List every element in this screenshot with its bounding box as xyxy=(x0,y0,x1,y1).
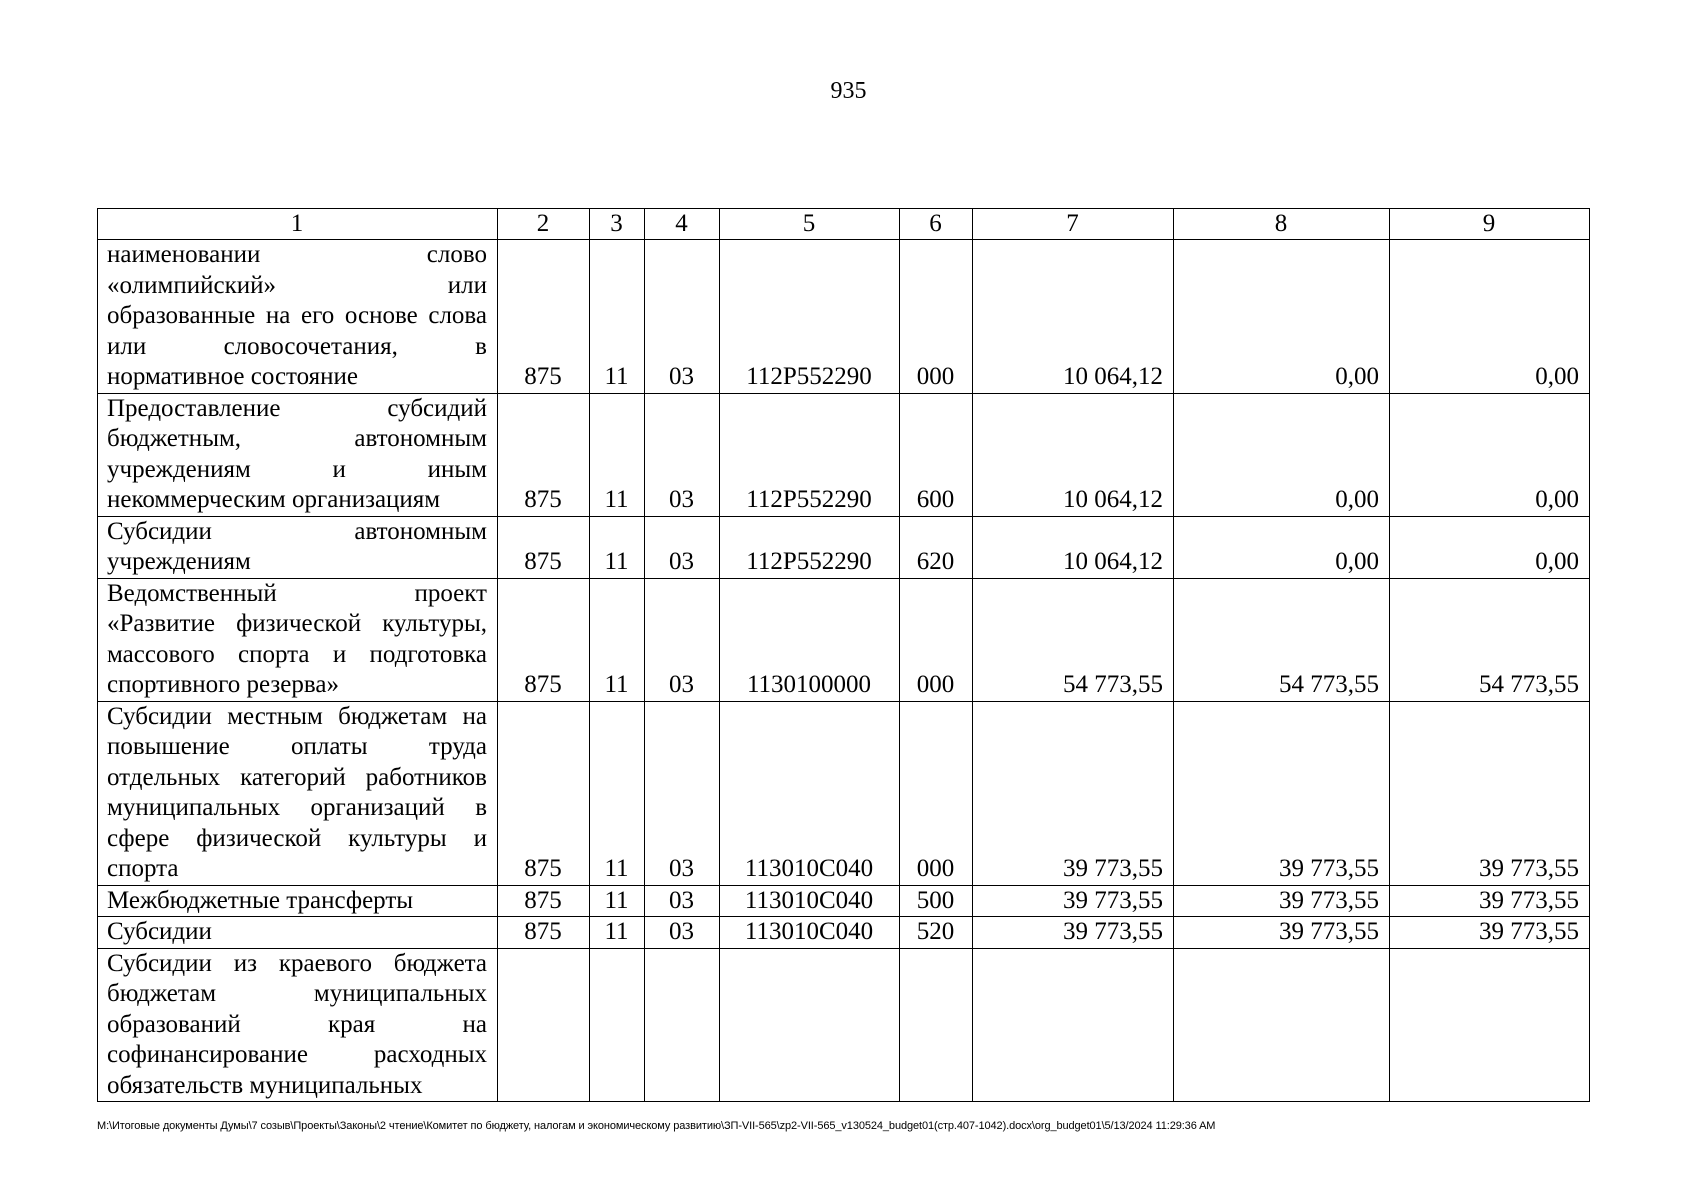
cell-col-4: 03 xyxy=(645,578,720,701)
cell-col-5: 113010C040 xyxy=(720,885,900,917)
description-line: Предоставление субсидий xyxy=(107,394,487,422)
description-line: или словосочетания, в xyxy=(107,332,487,360)
description-line: учреждениям xyxy=(107,548,251,575)
description-line: Субсидии xyxy=(107,918,212,945)
cell-col-6: 600 xyxy=(900,393,973,516)
description-line: Ведомственный проект xyxy=(107,579,487,607)
cell-col-3: 11 xyxy=(590,393,645,516)
cell-col-2: 875 xyxy=(498,516,590,578)
cell-col-9: 54 773,55 xyxy=(1390,578,1590,701)
description-cell xyxy=(98,917,498,949)
cell-col-6: 000 xyxy=(900,240,973,394)
cell-col-3: 11 xyxy=(590,917,645,949)
cell-col-7: 39 773,55 xyxy=(973,701,1174,885)
description-line: образований края на xyxy=(107,1010,487,1038)
column-header: 5 xyxy=(720,209,900,240)
table-row xyxy=(98,885,1590,917)
description-line: учреждениям и иным xyxy=(107,455,487,483)
cell-col-6: 520 xyxy=(900,917,973,949)
empty-cell xyxy=(645,948,720,1102)
table-header-row xyxy=(98,209,1590,240)
cell-col-2: 875 xyxy=(498,240,590,394)
description-cell xyxy=(98,885,498,917)
table-row xyxy=(98,516,1590,578)
table-row xyxy=(98,578,1590,701)
cell-col-5: 1130100000 xyxy=(720,578,900,701)
cell-col-2: 875 xyxy=(498,393,590,516)
column-header: 1 xyxy=(98,209,498,240)
column-header: 9 xyxy=(1390,209,1590,240)
cell-col-2: 875 xyxy=(498,885,590,917)
cell-col-6: 620 xyxy=(900,516,973,578)
cell-col-5: 113010C040 xyxy=(720,701,900,885)
cell-col-2: 875 xyxy=(498,578,590,701)
cell-col-7: 54 773,55 xyxy=(973,578,1174,701)
cell-col-9: 0,00 xyxy=(1390,393,1590,516)
cell-col-6: 500 xyxy=(900,885,973,917)
cell-col-7: 10 064,12 xyxy=(973,393,1174,516)
cell-col-9: 0,00 xyxy=(1390,240,1590,394)
description-line: «олимпийский» или xyxy=(107,271,487,299)
column-header: 8 xyxy=(1174,209,1390,240)
cell-col-4: 03 xyxy=(645,885,720,917)
cell-col-2: 875 xyxy=(498,701,590,885)
cell-col-9: 39 773,55 xyxy=(1390,885,1590,917)
cell-col-8: 39 773,55 xyxy=(1174,701,1390,885)
description-cell xyxy=(98,948,498,1102)
table-row xyxy=(98,917,1590,949)
table-row xyxy=(98,393,1590,516)
cell-col-5: 112P552290 xyxy=(720,516,900,578)
cell-col-9: 0,00 xyxy=(1390,516,1590,578)
cell-col-3: 11 xyxy=(590,578,645,701)
cell-col-8: 39 773,55 xyxy=(1174,917,1390,949)
column-header: 3 xyxy=(590,209,645,240)
cell-col-3: 11 xyxy=(590,516,645,578)
description-line: Субсидии автономным xyxy=(107,517,487,545)
description-line: Межбюджетные трансферты xyxy=(107,886,414,914)
empty-cell xyxy=(1390,948,1590,1102)
description-cell xyxy=(98,578,498,701)
empty-cell xyxy=(498,948,590,1102)
column-header: 7 xyxy=(973,209,1174,240)
description-line: повышение оплаты труда xyxy=(107,733,487,760)
description-line: Субсидии из краевого бюджета xyxy=(107,949,487,977)
description-line: некоммерческим организациям xyxy=(107,486,441,513)
cell-col-7: 10 064,12 xyxy=(973,240,1174,394)
page-number: 935 xyxy=(830,78,867,104)
table-row xyxy=(98,240,1590,394)
cell-col-7: 39 773,55 xyxy=(973,917,1174,949)
table-row xyxy=(98,948,1590,1102)
description-line: муниципальных организаций в xyxy=(107,794,487,821)
description-line: сфере физической культуры и xyxy=(107,824,487,852)
cell-col-9: 39 773,55 xyxy=(1390,701,1590,885)
cell-col-3: 11 xyxy=(590,885,645,917)
description-line: спортивного резерва» xyxy=(107,671,339,698)
cell-col-4: 03 xyxy=(645,917,720,949)
description-line: обязательств муниципальных xyxy=(107,1071,423,1099)
empty-cell xyxy=(973,948,1174,1102)
description-line: бюджетам муниципальных xyxy=(107,980,487,1007)
cell-col-5: 112P552290 xyxy=(720,240,900,394)
cell-col-8: 39 773,55 xyxy=(1174,885,1390,917)
description-line: отдельных категорий работников xyxy=(107,763,487,791)
description-line: наименовании слово xyxy=(107,241,487,268)
cell-col-8: 54 773,55 xyxy=(1174,578,1390,701)
cell-col-5: 112P552290 xyxy=(720,393,900,516)
column-header: 6 xyxy=(900,209,973,240)
cell-col-6: 000 xyxy=(900,578,973,701)
description-line: массового спорта и подготовка xyxy=(107,640,487,668)
description-line: спорта xyxy=(107,855,179,882)
cell-col-3: 11 xyxy=(590,701,645,885)
cell-col-9: 39 773,55 xyxy=(1390,917,1590,949)
description-line: образованные на его основе слова xyxy=(107,302,487,329)
cell-col-8: 0,00 xyxy=(1174,393,1390,516)
cell-col-2: 875 xyxy=(498,917,590,949)
description-line: «Развитие физической культуры, xyxy=(107,610,487,637)
description-cell xyxy=(98,701,498,885)
cell-col-4: 03 xyxy=(645,516,720,578)
cell-col-8: 0,00 xyxy=(1174,516,1390,578)
column-header: 2 xyxy=(498,209,590,240)
cell-col-4: 03 xyxy=(645,240,720,394)
description-line: нормативное состояние xyxy=(107,363,359,390)
cell-col-8: 0,00 xyxy=(1174,240,1390,394)
description-line: бюджетным, автономным xyxy=(107,425,487,452)
cell-col-6: 000 xyxy=(900,701,973,885)
empty-cell xyxy=(590,948,645,1102)
cell-col-7: 10 064,12 xyxy=(973,516,1174,578)
description-cell xyxy=(98,516,498,578)
empty-cell xyxy=(1174,948,1390,1102)
description-cell xyxy=(98,393,498,516)
empty-cell xyxy=(900,948,973,1102)
description-line: Субсидии местным бюджетам на xyxy=(107,702,487,730)
cell-col-4: 03 xyxy=(645,393,720,516)
budget-table xyxy=(97,208,1590,1102)
description-line: софинансирование расходных xyxy=(107,1041,487,1068)
table-row xyxy=(98,701,1590,885)
cell-col-5: 113010C040 xyxy=(720,917,900,949)
cell-col-3: 11 xyxy=(590,240,645,394)
column-header: 4 xyxy=(645,209,720,240)
empty-cell xyxy=(720,948,900,1102)
cell-col-4: 03 xyxy=(645,701,720,885)
cell-col-7: 39 773,55 xyxy=(973,885,1174,917)
description-cell xyxy=(98,240,498,394)
file-path-footer: M:\Итоговые документы Думы\7 созыв\Проекты\Законы\2 чтение\Комитет по бюджету, налогам и экономическому развитию\ЗП-VII-565\zp2-VII-565_v130524_budget01(стр.407-1042).docx\org_budget01\5/13/2024 11:29:36 AM xyxy=(97,1120,1216,1132)
